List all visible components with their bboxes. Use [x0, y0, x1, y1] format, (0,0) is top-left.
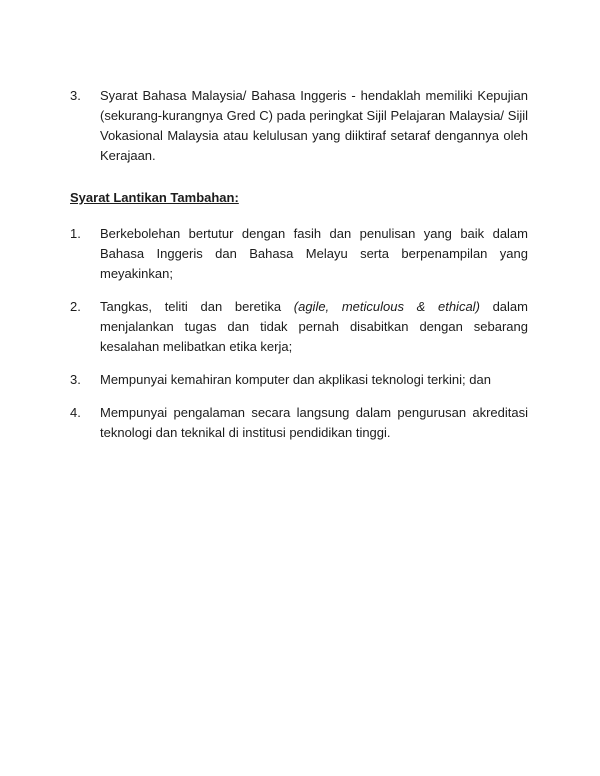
- item-text: Mempunyai pengalaman secara langsung dalam pengurusan akreditasi teknologi dan teknikal di institusi pendidikan tinggi.: [100, 405, 528, 440]
- item-text-after: dalam menjalankan tugas dan tidak pernah disabitkan dengan sebarang kesalahan melibatkan etika kerja;: [100, 299, 528, 354]
- item-text: Berkebolehan bertutur dengan fasih dan penulisan yang baik dalam Bahasa Inggeris dan Bahasa Melayu serta berpenampilan yang meyakinkan;: [100, 226, 528, 281]
- intro-list-item: [70, 86, 528, 166]
- intro-item-text: Syarat Bahasa Malaysia/ Bahasa Inggeris - hendaklah memiliki Kepujian (sekurang-kurangnya Gred C) pada peringkat Sijil Pelajaran Malaysia/ Sijil Vokasional Malaysia atau kelulusan yang diiktiraf setaraf dengannya oleh Kerajaan.: [100, 88, 528, 163]
- list-item: [70, 370, 528, 390]
- item-text-italic: (agile, meticulous & ethical): [293, 299, 480, 314]
- item-text: Mempunyai kemahiran komputer dan akplikasi teknologi terkini; dan: [100, 372, 491, 387]
- item-number: 1.: [70, 226, 81, 241]
- list-item: [70, 403, 528, 443]
- item-number: 2.: [70, 299, 81, 314]
- item-number: 3.: [70, 372, 81, 387]
- item-number: 4.: [70, 405, 81, 420]
- list-item: [70, 297, 528, 357]
- list-item: [70, 224, 528, 284]
- intro-item-number: 3.: [70, 88, 81, 103]
- item-text: [100, 297, 528, 357]
- item-text-before: Tangkas, teliti dan beretika: [100, 299, 294, 314]
- section-heading: Syarat Lantikan Tambahan:: [70, 190, 239, 205]
